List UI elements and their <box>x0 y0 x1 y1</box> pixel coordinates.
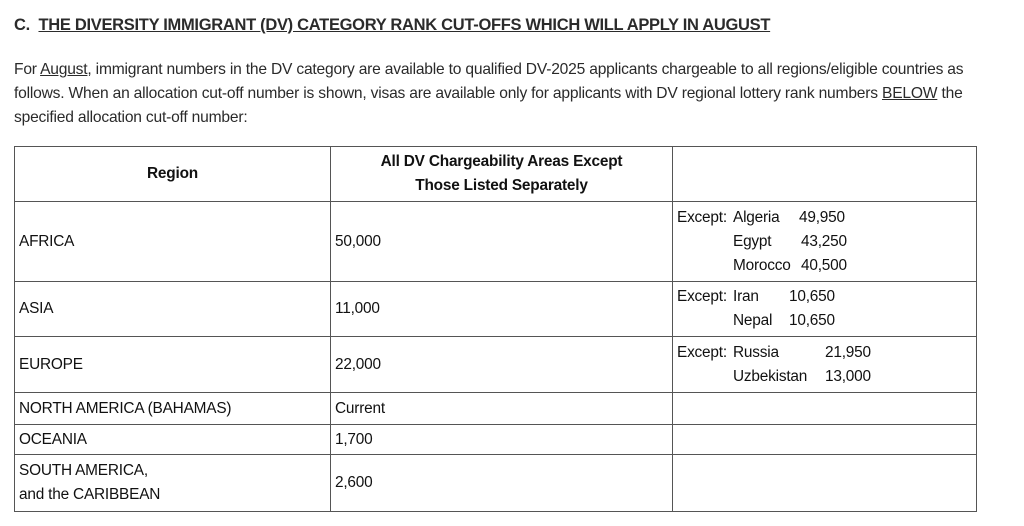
exception-country: Morocco <box>733 256 791 274</box>
region-name: AFRICA <box>19 232 75 250</box>
exceptions-cell <box>673 337 977 393</box>
cutoff-value: 11,000 <box>331 282 673 337</box>
exception-line <box>677 365 972 389</box>
exceptions-cell <box>673 202 977 282</box>
region-name: OCEANIA <box>19 430 87 448</box>
exception-cutoff: 40,500 <box>801 256 847 274</box>
intro-text-after: the specified allocation cut-off number: <box>14 85 963 126</box>
header-region: Region <box>15 147 331 202</box>
exception-line <box>677 341 972 365</box>
intro-below: BELOW <box>882 85 938 102</box>
exception-prefix <box>677 309 733 333</box>
section-letter: C. <box>14 16 30 34</box>
exception-prefix: Except: <box>677 208 727 226</box>
exception-cutoff: 13,000 <box>825 367 871 385</box>
table-row <box>15 337 977 393</box>
table-header-row <box>15 147 977 202</box>
exception-country: Iran <box>733 288 759 305</box>
table-row <box>15 393 977 425</box>
table-row <box>15 455 977 512</box>
region-name: and the CARIBBEAN <box>19 486 161 503</box>
exception-line <box>677 206 972 230</box>
dv-cutoff-table <box>14 146 977 512</box>
cutoff-value: 22,000 <box>331 337 673 393</box>
intro-month: August <box>40 61 88 78</box>
exception-cutoff: 43,250 <box>801 232 847 250</box>
region-cell <box>15 337 331 393</box>
table-row <box>15 202 977 282</box>
cutoff-value: 2,600 <box>331 455 673 512</box>
region-cell <box>15 202 331 282</box>
cutoff-value: Current <box>331 393 673 425</box>
region-cell <box>15 425 331 455</box>
intro-paragraph <box>14 58 974 130</box>
header-all-areas <box>331 147 673 202</box>
intro-text-before: For <box>14 61 41 78</box>
region-name: NORTH AMERICA (BAHAMAS) <box>19 399 232 417</box>
cutoff-value: 50,000 <box>331 202 673 282</box>
exception-country: Uzbekistan <box>733 367 808 385</box>
exception-prefix <box>677 254 733 278</box>
exceptions-cell <box>673 282 977 337</box>
exception-cutoff: 10,650 <box>789 312 835 329</box>
section-heading <box>14 16 770 35</box>
exceptions-cell <box>673 455 977 512</box>
exception-prefix <box>677 230 733 254</box>
header-all-areas-line2: Those Listed Separately <box>415 177 588 194</box>
exception-line <box>677 230 972 254</box>
exception-country: Nepal <box>733 312 773 329</box>
exception-country: Egypt <box>733 232 772 250</box>
exception-line <box>677 309 972 333</box>
exceptions-cell <box>673 425 977 455</box>
intro-text-middle: , immigrant numbers in the DV category are available to qualified DV-2025 applicants chargeable to all regions/eligible countries as follows. When an allocation cut-off number is shown, visas are available only for applicants with DV regional lottery rank numbers <box>14 61 964 102</box>
exception-cutoff: 10,650 <box>789 288 835 305</box>
exception-line <box>677 285 972 309</box>
exception-prefix: Except: <box>677 343 727 361</box>
region-name: EUROPE <box>19 355 83 373</box>
exception-line <box>677 254 972 278</box>
exception-prefix: Except: <box>677 288 727 305</box>
region-cell <box>15 393 331 425</box>
region-name: SOUTH AMERICA, <box>19 462 148 479</box>
table-row <box>15 282 977 337</box>
header-exceptions <box>673 147 977 202</box>
exception-country: Russia <box>733 343 779 361</box>
region-cell <box>15 282 331 337</box>
header-all-areas-line1: All DV Chargeability Areas Except <box>380 153 623 170</box>
section-title: THE DIVERSITY IMMIGRANT (DV) CATEGORY RANK CUT-OFFS WHICH WILL APPLY IN AUGUST <box>38 16 771 34</box>
table-row <box>15 425 977 455</box>
exception-cutoff: 49,950 <box>799 208 845 226</box>
exception-prefix <box>677 365 733 389</box>
cutoff-value: 1,700 <box>331 425 673 455</box>
exception-country: Algeria <box>733 208 780 226</box>
exception-cutoff: 21,950 <box>825 343 871 361</box>
exceptions-cell <box>673 393 977 425</box>
region-cell <box>15 455 331 512</box>
region-name: ASIA <box>19 300 54 317</box>
table-body <box>15 202 977 512</box>
